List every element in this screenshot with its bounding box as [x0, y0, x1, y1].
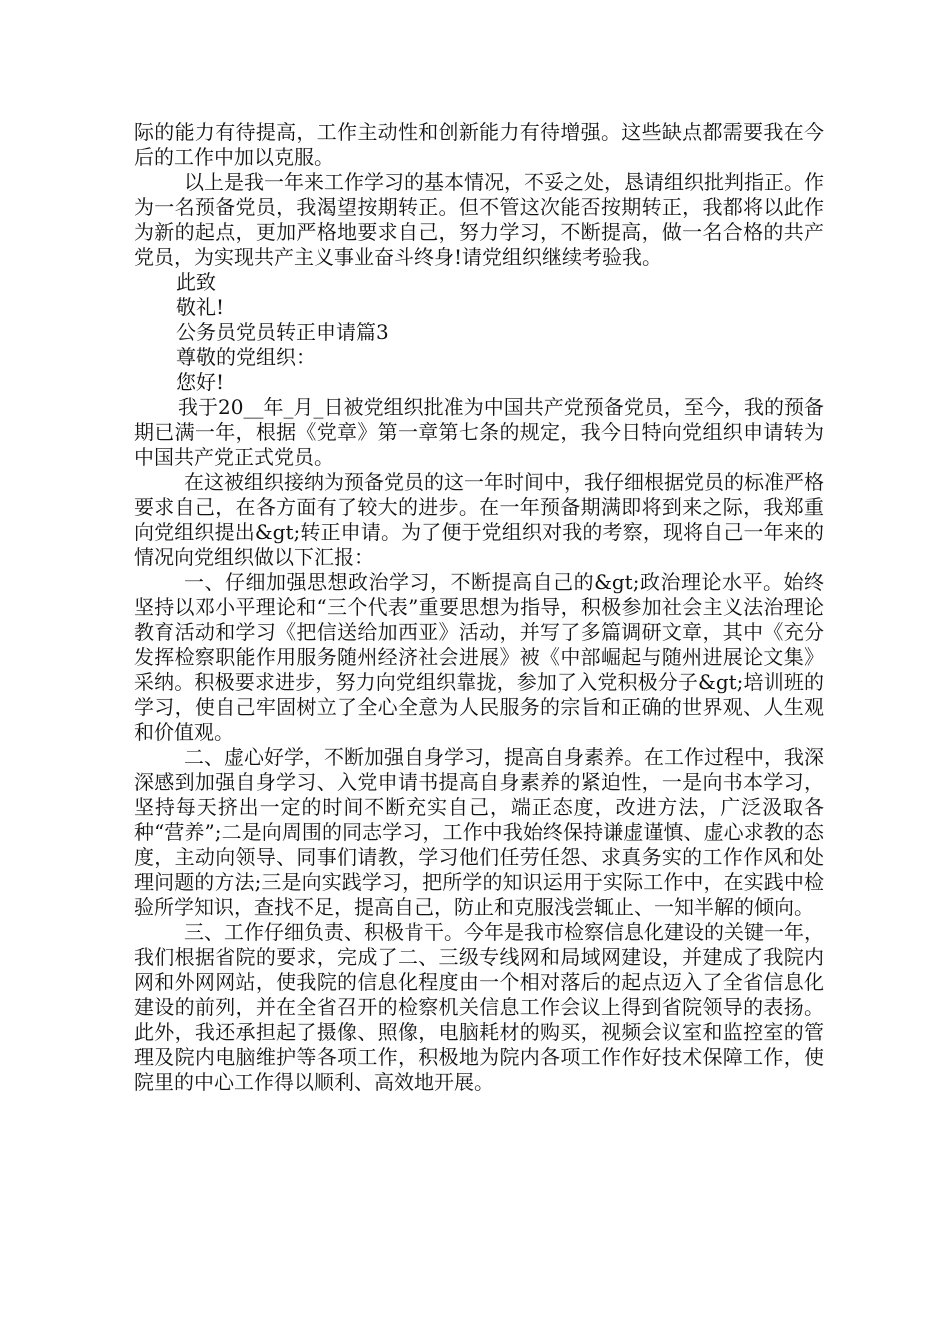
- paragraph-intro: 我于20__年_月_日被党组织批准为中国共产党预备党员，至今，我的预备期已满一年，根据《党章》第一章第七条的规定，我今日特向党组织申请转为中国共产党正式党员。: [134, 395, 824, 469]
- paragraph-point-1: 一、仔细加强思想政治学习，不断提高自己的&gt;政治理论水平。始终坚持以邓小平理论和“三个代表”重要思想为指导，积极参加社会主义法治理论教育活动和学习《把信送给加西亚》活动，并写了多篇调研文章，其中《充分发挥检察职能作用服务随州经济社会进展》被《中部崛起与随州进展论文集》采纳。积极要求进步，努力向党组织靠拢，参加了入党积极分子&gt;培训班的学习，使自己牢固树立了全心全意为人民服务的宗旨和正确的世界观、人生观和价值观。: [134, 570, 824, 744]
- paragraph-continued: 际的能力有待提高，工作主动性和创新能力有待增强。这些缺点都需要我在今后的工作中加以克服。: [134, 120, 824, 169]
- greeting-line-2: 您好!: [176, 370, 225, 394]
- section-title: 公务员党员转正申请篇3: [176, 320, 389, 344]
- paragraph-point-2: 二、虚心好学，不断加强自身学习，提高自身素养。在工作过程中，我深深感到加强自身学习、入党申请书提高自身素养的紧迫性，一是向书本学习，坚持每天挤出一定的时间不断充实自己，端正态度，改进方法，广泛汲取各种“营养”;二是向周围的同志学习，工作中我始终保持谦虚谨慎、虚心求教的态度，主动向领导、同事们请教，学习他们任劳任怨、求真务实的工作作风和处理问题的方法;三是向实践学习，把所学的知识运用于实际工作中，在实践中检验所学知识，查找不足，提高自己，防止和克服浅尝辄止、一知半解的倾向。: [134, 745, 824, 919]
- paragraph-overview: 在这被组织接纳为预备党员的这一年时间中，我仔细根据党员的标准严格要求自己，在各方面有了较大的进步。在一年预备期满即将到来之际，我郑重向党组织提出&gt;转正申请。为了便于党组织对我的考察，现将自己一年来的情况向党组织做以下汇报：: [134, 470, 824, 569]
- closing-line-2: 敬礼!: [176, 295, 225, 319]
- paragraph-point-3: 三、工作仔细负责、积极肯干。今年是我市检察信息化建设的关键一年，我们根据省院的要求，完成了二、三级专线网和局域网建设，并建成了我院内网和外网网站，使我院的信息化程度由一个相对落后的起点迈入了全省信息化建设的前列，并在全省召开的检察机关信息工作会议上得到省院领导的表扬。此外，我还承担起了摄像、照像，电脑耗材的购买，视频会议室和监控室的管理及院内电脑维护等各项工作，积极地为院内各项工作作好技术保障工作，使院里的中心工作得以顺利、高效地开展。: [134, 920, 824, 1094]
- closing-line-1: 此致: [176, 270, 216, 294]
- document-body: [134, 120, 824, 1095]
- greeting-line-1: 尊敬的党组织：: [176, 345, 316, 369]
- paragraph-summary: 以上是我一年来工作学习的基本情况，不妥之处，恳请组织批判指正。作为一名预备党员，我渴望按期转正。但不管这次能否按期转正，我都将以此作为新的起点，更加严格地要求自己，努力学习，不断提高，做一名合格的共产党员，为实现共产主义事业奋斗终身!请党组织继续考验我。: [134, 170, 824, 269]
